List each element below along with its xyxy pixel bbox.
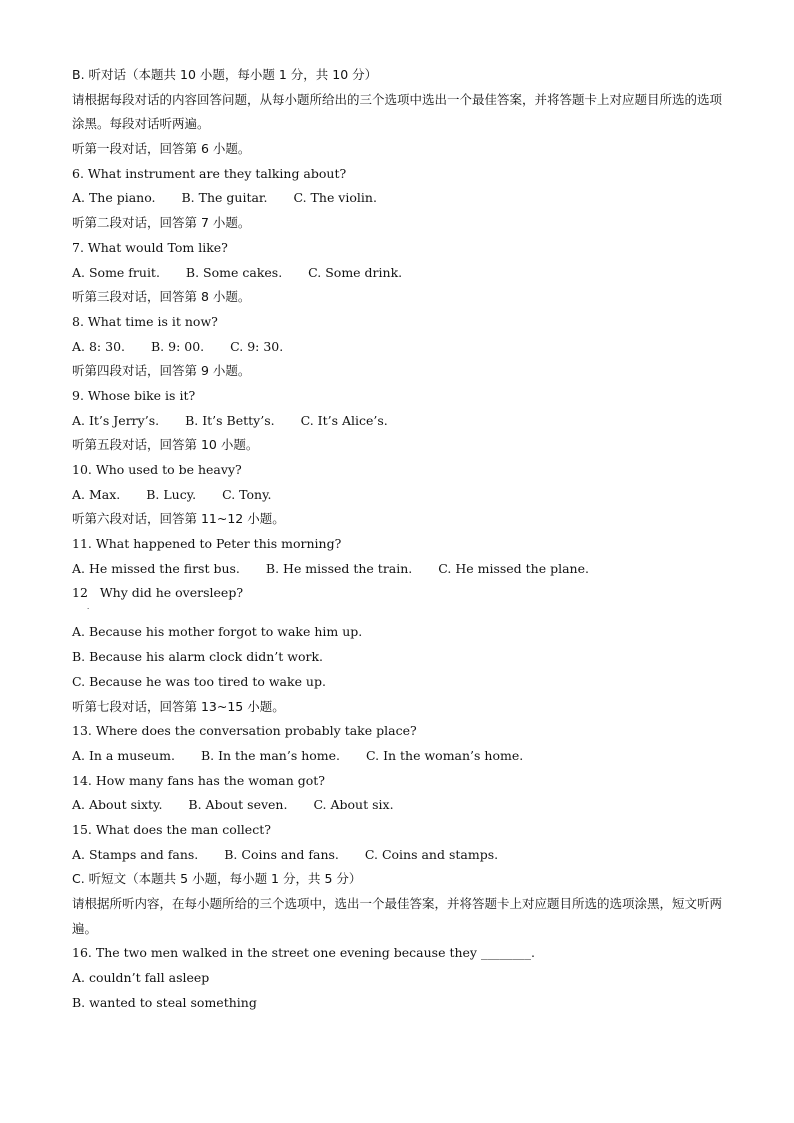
question-text: 12 Why did he oversleep? [72, 585, 244, 601]
section-c-instruction: 请根据所听内容，在每小题所给的三个选项中，选出一个最佳答案，并将答题卡上对应题目所选的选项涂黑，短文听两遍。 [72, 896, 723, 936]
option-b: B. Lucy. [146, 486, 197, 502]
option-a: A. Max. [72, 486, 121, 502]
option-a: A. couldn’t fall asleep [72, 970, 210, 986]
option-c: C. In the woman’s home. [366, 747, 524, 763]
question-text: 13. Where does the conversation probably take place? [72, 723, 417, 739]
exam-page [72, 63, 722, 1016]
option-a: A. 8: 30. [72, 338, 125, 354]
option-a: A. The piano. [72, 190, 156, 206]
option-b: B. Some cakes. [185, 264, 283, 280]
option-a: A. It’s Jerry’s. [72, 412, 160, 428]
question-text: 8. What time is it now? [72, 313, 218, 329]
question-text: 15. What does the man collect? [72, 821, 271, 837]
dialogue-intro: 听第一段对话，回答第 6 小题。 [72, 141, 251, 157]
option-b: B. It’s Betty’s. [185, 412, 275, 428]
option-b: B. Because his alarm clock didn’t work. [72, 649, 323, 665]
option-c: C. The violin. [293, 190, 377, 206]
options-row [72, 793, 722, 818]
option-c: C. It’s Alice’s. [300, 412, 388, 428]
dialogue-intro: 听第六段对话，回答第 11~12 小题。 [72, 511, 285, 527]
question-text: 16. The two men walked in the street one evening because they ________. [72, 945, 535, 961]
option-c: C. Coins and stamps. [364, 846, 499, 862]
question-text: 14. How many fans has the woman got? [72, 772, 326, 788]
option-a: A. Stamps and fans. [72, 846, 199, 862]
option-a: A. About sixty. [72, 797, 163, 813]
section-b-instruction: 请根据每段对话的内容回答问题，从每小题所给出的三个选项中选出一个最佳答案，并将答题卡上对应题目所选的选项涂黑。每段对话听两遍。 [72, 91, 723, 132]
option-b: B. 9: 00. [150, 338, 205, 354]
option-c: C. He missed the plane. [438, 560, 589, 576]
question-text: 9. Whose bike is it? [72, 387, 196, 403]
dialogue-intro: 听第四段对话，回答第 9 小题。 [72, 363, 251, 379]
dialogue-intro: 听第二段对话，回答第 7 小题。 [72, 215, 251, 231]
options-row [72, 335, 722, 360]
option-c: C. Tony. [222, 486, 272, 502]
options-row [72, 261, 722, 286]
option-c: C. 9: 30. [230, 338, 284, 354]
question-text: 11. What happened to Peter this morning? [72, 536, 342, 552]
option-a: A. He missed the first bus. [72, 560, 240, 576]
stray-mark: . [87, 603, 90, 612]
option-b: B. The guitar. [181, 190, 268, 206]
option-c: C. Because he was too tired to wake up. [72, 673, 326, 689]
options-row [72, 557, 722, 582]
section-c-heading: C. 听短文（本题共 5 小题，每小题 1 分，共 5 分） [72, 871, 362, 887]
dialogue-intro: 听第五段对话，回答第 10 小题。 [72, 437, 259, 453]
option-a: A. Because his mother forgot to wake him up. [72, 624, 363, 640]
options-row [72, 186, 722, 211]
option-b: B. He missed the train. [265, 560, 413, 576]
option-c: C. Some drink. [308, 264, 403, 280]
option-c: C. About six. [313, 797, 394, 813]
option-b: B. In the man’s home. [200, 747, 341, 763]
dialogue-intro: 听第七段对话，回答第 13~15 小题。 [72, 698, 285, 714]
question-text: 6. What instrument are they talking about? [72, 165, 347, 181]
option-b: B. Coins and fans. [224, 846, 339, 862]
dialogue-intro: 听第三段对话，回答第 8 小题。 [72, 289, 251, 305]
question-12 [72, 581, 722, 611]
question-text: 10. Who used to be heavy? [72, 462, 242, 478]
option-b: B. wanted to steal something [72, 994, 257, 1010]
options-row [72, 409, 722, 434]
options-row [72, 744, 722, 769]
option-b: B. About seven. [188, 797, 288, 813]
option-a: A. Some fruit. [72, 264, 160, 280]
options-row [72, 483, 722, 508]
section-b-heading: B. 听对话（本题共 10 小题，每小题 1 分，共 10 分） [72, 67, 378, 82]
options-row [72, 843, 722, 868]
option-a: A. In a museum. [72, 747, 175, 763]
question-text: 7. What would Tom like? [72, 239, 228, 255]
